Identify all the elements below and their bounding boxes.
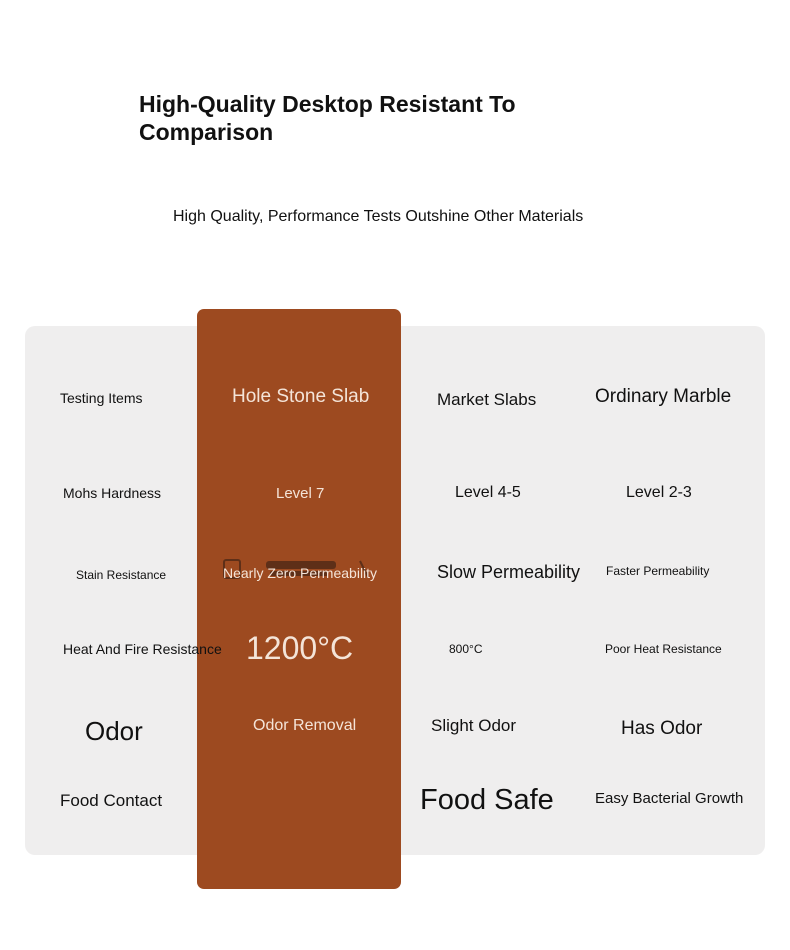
header-hole-stone-slab: Hole Stone Slab [232,386,370,407]
row-stain-resistance-hole-stone: Nearly Zero Permeability [223,565,378,581]
row-heat-fire-label: Heat And Fire Resistance [63,641,222,657]
page-subtitle: High Quality, Performance Tests Outshine Other Materials [173,208,584,225]
row-stain-resistance-marble: Faster Permeability [606,564,710,578]
row-mohs-hardness-label: Mohs Hardness [63,485,162,501]
header-market-slabs: Market Slabs [437,390,537,409]
row-odor-market: Slight Odor [431,716,517,735]
row-stain-resistance-market: Slow Permeability [437,562,581,582]
row-heat-fire-market: 800°C [449,642,483,656]
row-mohs-hardness-hole-stone: Level 7 [276,485,325,502]
row-odor-hole-stone: Odor Removal [253,717,357,734]
row-odor-label: Odor [85,716,143,746]
row-heat-fire-hole-stone: 1200°C [246,630,354,666]
page-title: High-Quality Desktop Resistant To Comparison [139,91,516,145]
row-food-contact-market: Food Safe [420,784,554,816]
row-heat-fire-marble: Poor Heat Resistance [605,642,722,656]
header-ordinary-marble: Ordinary Marble [595,386,732,407]
row-odor-marble: Has Odor [621,718,703,739]
row-stain-resistance-label: Stain Resistance [76,568,167,582]
row-mohs-hardness-marble: Level 2-3 [626,484,692,501]
row-food-contact-label: Food Contact [60,791,163,810]
header-testing-items: Testing Items [60,390,143,406]
row-mohs-hardness-market: Level 4-5 [455,484,521,501]
row-food-contact-marble: Easy Bacterial Growth [595,790,744,807]
